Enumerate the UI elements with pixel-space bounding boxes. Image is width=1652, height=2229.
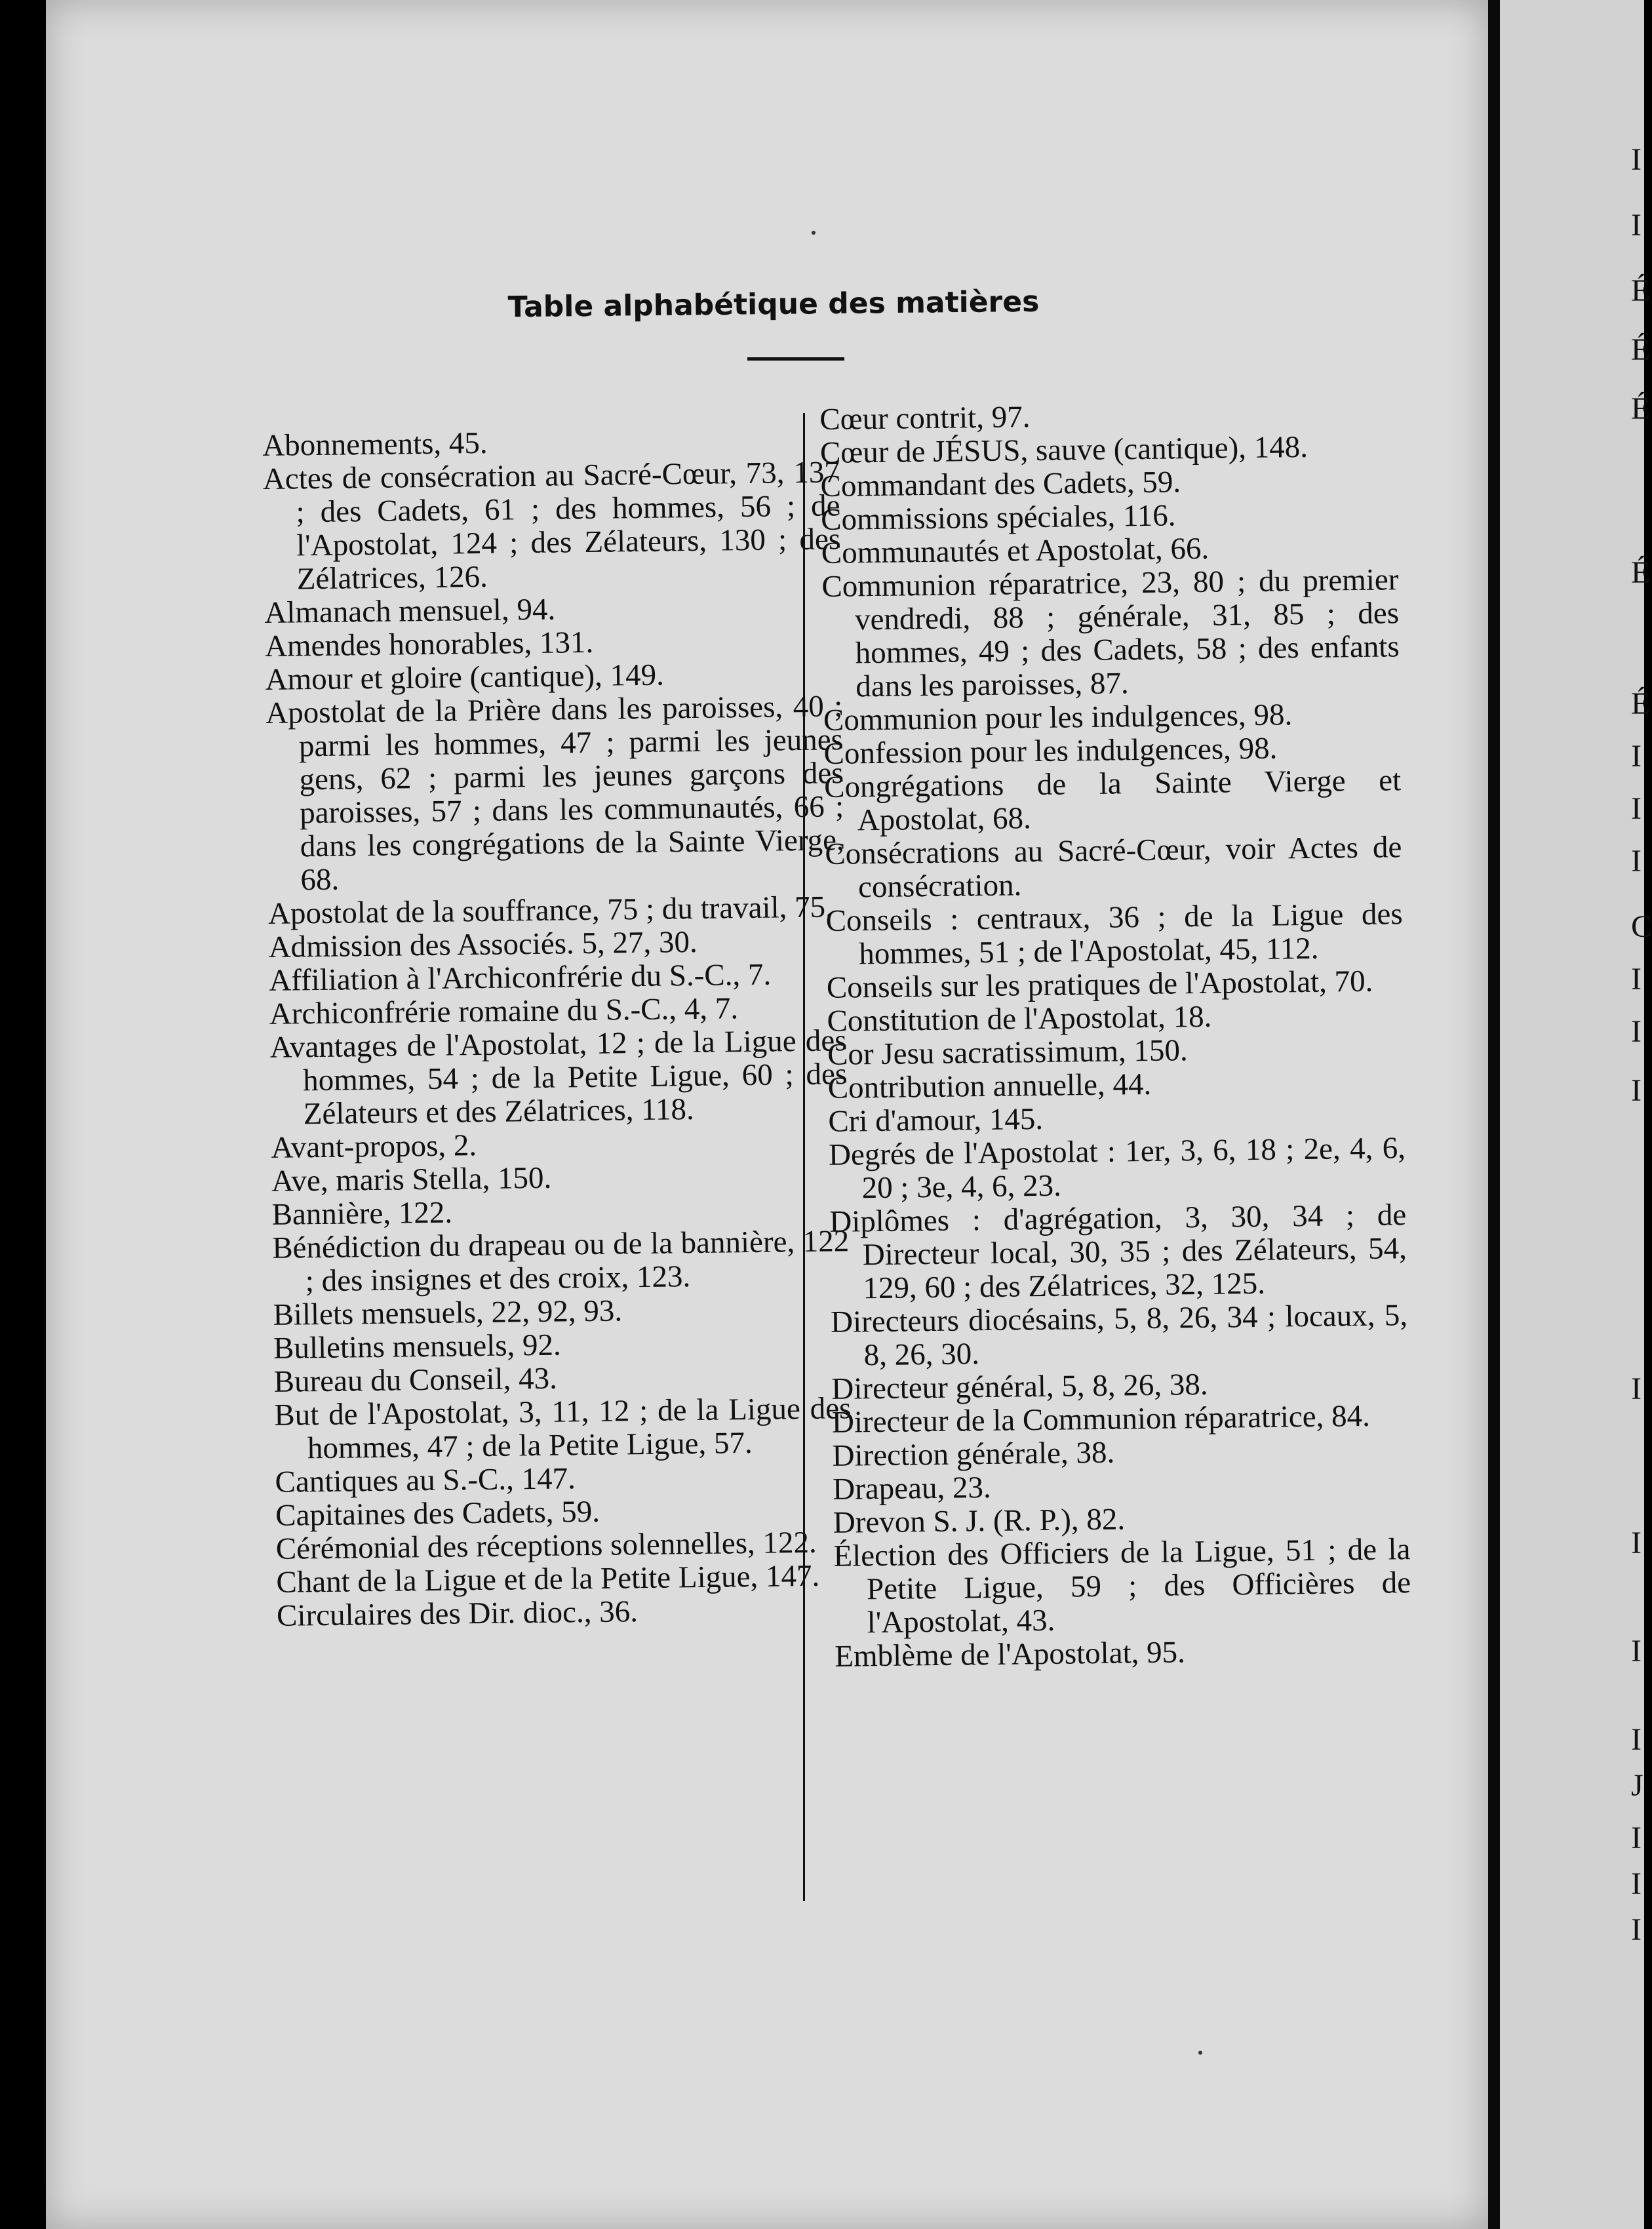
index-entry: Drevon S. J. (R. P.), 82. [833, 1502, 1126, 1540]
index-entry: Apostolat de la souffrance, 75 ; du travail, 75. [267, 890, 834, 931]
index-entry: Apostolat de la Prière dans les paroisses, 40 ; parmi les hommes, 47 ; parmi les jeunes gens, 62 ; parmi les jeunes garçons des paroisses, 57 ; dans les communautés, 66 ; dans les congrégations de la Sainte Vierge, 68. [265, 689, 845, 898]
index-entry: Avant-propos, 2. [271, 1128, 477, 1165]
index-entry: Avantages de l'Apostolat, 12 ; de la Ligue des hommes, 54 ; de la Petite Ligue, 60 ; des Zélateurs et des Zélatrices, 118. [269, 1023, 848, 1132]
index-entry: Admission des Associés. 5, 27, 30. [268, 924, 698, 964]
index-entry: Abonnements, 45. [262, 425, 488, 463]
edge-letter: I [1631, 1722, 1642, 1757]
edge-letter: I [1631, 142, 1642, 177]
index-entry: But de l'Apostolat, 3, 11, 12 ; de la Ligue des hommes, 47 ; de la Petite Ligue, 57. [274, 1391, 852, 1466]
index-entry: Cor Jesu sacratissimum, 150. [827, 1033, 1189, 1072]
adjacent-page-edge [1500, 0, 1644, 2229]
edge-letter: I [1631, 1866, 1642, 1901]
index-entry: Conseils : centraux, 36 ; de la Ligue des hommes, 51 ; de l'Apostolat, 45, 112. [825, 897, 1403, 972]
index-entry: Capitaines des Cadets, 59. [275, 1494, 600, 1533]
index-entry: Bulletins mensuels, 92. [273, 1328, 562, 1366]
paper-speck [812, 231, 816, 235]
index-entry: Directeurs diocésains, 5, 8, 26, 34 ; locaux, 5, 8, 26, 30. [830, 1298, 1408, 1373]
index-entry: Actes de consécration au Sacré-Cœur, 73, 137 ; des Cadets, 61 ; des hommes, 56 ; de l'Apostolat, 124 ; des Zélateurs, 130 ; des Zélatrices, 126. [262, 455, 841, 597]
edge-letter: I [1631, 1821, 1642, 1855]
edge-letter: É [1631, 555, 1651, 590]
index-entry: Amour et gloire (cantique), 149. [265, 658, 665, 697]
edge-letter: I [1631, 1371, 1642, 1406]
index-entry: Confession pour les indulgences, 98. [823, 731, 1278, 771]
index-entry: Communion pour les indulgences, 98. [823, 698, 1293, 738]
index-entry: Directeur de la Communion réparatrice, 84. [831, 1398, 1371, 1440]
index-entry: Degrés de l'Apostolat : 1er, 3, 6, 18 ; 2e, 4, 6, 20 ; 3e, 4, 6, 23. [828, 1131, 1406, 1206]
edge-letter: I [1631, 844, 1642, 878]
index-entry: Congrégations de la Sainte Vierge et Apostolat, 68. [823, 763, 1402, 838]
index-entry: Circulaires des Dir. dioc., 36. [276, 1594, 639, 1633]
edge-letter: I [1631, 1014, 1642, 1049]
index-column-right [819, 396, 1412, 1674]
index-entry: Bannière, 122. [271, 1195, 453, 1232]
index-entry: Drapeau, 23. [832, 1470, 991, 1507]
edge-letter: I [1631, 962, 1642, 996]
index-entry: Emblème de l'Apostolat, 95. [835, 1635, 1186, 1674]
index-entry: Consécrations au Sacré-Cœur, voir Actes de consécration. [825, 830, 1402, 905]
index-entry: Communautés et Apostolat, 66. [821, 531, 1210, 570]
index-entry: Conseils sur les pratiques de l'Apostolat, 70. [826, 964, 1373, 1005]
index-entry: Direction générale, 38. [832, 1435, 1115, 1473]
index-entry: Billets mensuels, 22, 92, 93. [273, 1293, 623, 1332]
index-entry: Archiconfrérie romaine du S.-C., 4, 7. [269, 991, 739, 1031]
book-gutter [1488, 0, 1500, 2229]
edge-letter: I [1631, 1073, 1642, 1108]
index-entry: Diplômes : d'agrégation, 3, 30, 34 ; de Directeur local, 30, 35 ; des Zélateurs, 54, 129, 60 ; des Zélatrices, 32, 125. [829, 1198, 1407, 1306]
paper-speck [1198, 2051, 1202, 2055]
edge-letter: É [1631, 391, 1651, 426]
index-entry: Directeur général, 5, 8, 26, 38. [831, 1367, 1208, 1406]
edge-letter: I [1631, 1634, 1642, 1668]
edge-letter: I [1631, 1526, 1642, 1560]
index-entry: Affiliation à l'Archiconfrérie du S.-C., 7. [268, 957, 772, 998]
index-entry: Almanach mensuel, 94. [264, 592, 556, 630]
index-column-left [262, 422, 854, 1633]
title-rule [747, 357, 844, 361]
index-entry: Contribution annuelle, 44. [827, 1067, 1152, 1105]
index-entry: Amendes honorables, 131. [264, 625, 594, 663]
edge-letter: I [1631, 208, 1642, 243]
page-title: Table alphabétique des matières [507, 285, 1040, 325]
index-entry: Cœur contrit, 97. [819, 400, 1031, 437]
index-entry: Constitution de l'Apostolat, 18. [827, 999, 1212, 1038]
index-entry: Élection des Officiers de la Ligue, 51 ; de la Petite Ligue, 59 ; des Officières de l'Apostolat, 43. [833, 1532, 1411, 1640]
index-entry: Communion réparatrice, 23, 80 ; du premier vendredi, 88 ; générale, 31, 85 ; des hommes, 49 ; des Cadets, 58 ; des enfants dans les paroisses, 87. [821, 562, 1400, 704]
index-entry: Bénédiction du drapeau ou de la bannière, 122 ; des insignes et des croix, 123. [271, 1224, 850, 1299]
index-entry: Cantiques au S.-C., 147. [275, 1461, 576, 1499]
edge-letter: I [1631, 791, 1642, 826]
index-entry: Chant de la Ligue et de la Petite Ligue, 147. [276, 1558, 820, 1600]
index-entry: Commissions spéciales, 116. [820, 498, 1176, 537]
edge-letter: C [1631, 909, 1652, 944]
index-entry: Bureau du Conseil, 43. [273, 1361, 558, 1399]
edge-letter: É [1631, 686, 1651, 721]
index-entry: Commandant des Cadets, 59. [820, 465, 1181, 503]
index-entry: Cri d'amour, 145. [828, 1101, 1044, 1139]
edge-letter: I [1631, 739, 1642, 774]
edge-letter: É [1631, 273, 1651, 308]
index-entry: Cérémonial des réceptions solennelles, 122. [275, 1525, 817, 1566]
edge-letter: J [1631, 1768, 1643, 1803]
index-entry: Ave, maris Stella, 150. [271, 1160, 552, 1198]
edge-letter: I [1631, 1912, 1642, 1947]
edge-letter: É [1631, 332, 1651, 367]
index-entry: Cœur de JÉSUS, sauve (cantique), 148. [819, 429, 1308, 470]
